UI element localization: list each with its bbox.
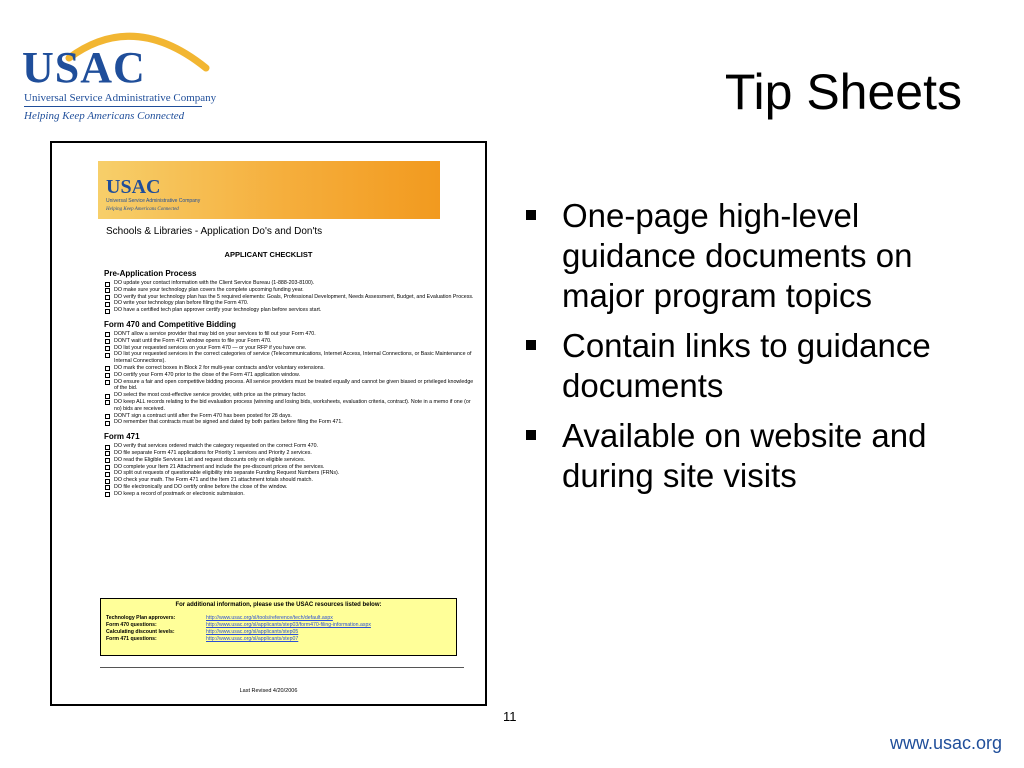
info-box-rows [106,615,451,643]
checklist-item: DO select the most cost-effective service provider, with price as the primary factor. [104,392,474,399]
checklist-section-heading: Pre-Application Process [104,269,197,278]
checklist-section-heading: Form 470 and Competitive Bidding [104,319,237,329]
page-number: 11 [503,709,517,724]
usac-logo [14,18,217,122]
checklist-item: DO verify that services ordered match the category requested on the correct Form 470. [104,443,474,450]
document-header-banner [98,161,440,219]
checklist-item: DO file electronically and DO certify online before the close of the window. [104,484,474,491]
bullet-text: Contain links to guidance documents [562,327,931,404]
checklist-item: DO have a certified tech plan approver certify your technology plan before services start. [104,307,474,314]
info-row-link[interactable]: http://www.usac.org/sl/applicants/step07 [206,636,299,642]
info-row [106,622,451,629]
checklist-item: DO update your contact information with the Client Service Bureau (1-888-203-8100). [104,280,474,287]
tip-sheet-document [50,141,487,706]
document-logo-tagline: Helping Keep Americans Connected [106,207,179,212]
square-bullet-icon [526,340,536,350]
info-box-heading: For additional information, please use the USAC resources listed below: [175,602,382,608]
info-row-label: Technology Plan approvers: [106,615,176,621]
slide-title: Tip Sheets [724,64,962,120]
info-row [106,615,451,622]
checklist-item: DO verify that your technology plan has the 5 required elements: Goals, Professional Development, Needs Assessment, Budget, and Evaluation Process. [104,294,474,301]
checklist-item: DO write your technology plan before filing the Form 470. [104,300,474,307]
checklist-item: DO remember that contracts must be signed and dated by both parties before filing the Form 471. [104,419,474,426]
checklist-item: DO file separate Form 471 applications for Priority 1 services and Priority 2 services. [104,450,474,457]
checklist-item: DO list your requested services in the correct categories of service (Telecommunications, Internet Access, Internal Connections, or Basic Maintenance of Internal Connections). [104,351,474,365]
info-row-link[interactable]: http://www.usac.org/sl/applicants/step03/form470-filing-information.aspx [206,622,371,628]
checklist-section-heading: Form 471 [104,432,140,442]
checklist-item: DO read the Eligible Services List and request discounts only on eligible services. [104,457,474,464]
bullet-item [524,416,994,496]
info-row-link[interactable]: http://www.usac.org/sl/applicants/step05 [206,629,299,635]
square-bullet-icon [526,430,536,440]
square-bullet-icon [526,210,536,220]
bullet-text: One-page high-level guidance documents on major program topics [562,197,913,314]
checklist-body [104,269,474,498]
bullet-item [524,326,994,406]
info-row-label: Form 470 questions: [106,622,157,628]
document-divider [100,667,464,668]
checklist-item: DO certify your Form 470 prior to the close of the Form 471 application window. [104,372,474,379]
document-logo-wordmark: USAC [106,176,161,198]
logo-wordmark: USAC [22,43,146,92]
checklist-item: DO complete your Item 21 Attachment and include the pre-discount prices of the services. [104,464,474,471]
info-row [106,636,451,643]
checklist-item: DO mark the correct boxes in Block 2 for multi-year contracts and/or voluntary extensions. [104,365,474,372]
checklist-item: DON'T sign a contract until after the Form 470 has been posted for 28 days. [104,413,474,420]
info-row-label: Form 471 questions: [106,636,157,642]
website-url: www.usac.org [889,733,1002,753]
checklist-item: DON'T allow a service provider that may bid on your services to fill out your Form 470. [104,331,474,338]
info-row [106,629,451,636]
logo-tagline: Helping Keep Americans Connected [24,110,185,122]
checklist-item: DO check your math. The Form 471 and the Item 21 attachment totals should match. [104,477,474,484]
logo-divider [24,106,202,107]
last-revised-date: Last Revised 4/20/2006 [239,688,298,694]
checklist-item: DON'T wait until the Form 471 window opens to file your Form 470. [104,338,474,345]
checklist-item: DO make sure your technology plan covers the complete upcoming funding year. [104,287,474,294]
checklist-item: DO split out requests of questionable eligibility into separate Funding Request Numbers (FRNs). [104,470,474,477]
document-title: Schools & Libraries - Application Do's and Don'ts [106,226,323,237]
info-row-label: Calculating discount levels: [106,629,175,635]
bullet-list [524,196,994,506]
resources-info-box [100,598,457,656]
info-row-link[interactable]: http://www.usac.org/sl/tools/reference/tech/default.aspx [206,615,333,621]
logo-company-name: Universal Service Administrative Company [24,92,217,104]
checklist-item: DO keep ALL records relating to the bid evaluation process (winning and losing bids, worksheets, evaluation criteria, contract). Note in a memo if one (or no) bids are received. [104,399,474,413]
checklist-item: DO list your requested services on your Form 470 — or your RFP if you have one. [104,345,474,352]
checklist-heading: APPLICANT CHECKLIST [224,250,313,259]
bullet-text: Available on website and during site visits [562,417,927,494]
bullet-item [524,196,994,316]
document-logo-company: Universal Service Administrative Company [106,198,201,204]
checklist-item: DO ensure a fair and open competitive bidding process. All service providers must be treated equally and cannot be given biased or privileged knowledge of the bid. [104,379,474,393]
checklist-item: DO keep a record of postmark or electronic submission. [104,491,474,498]
